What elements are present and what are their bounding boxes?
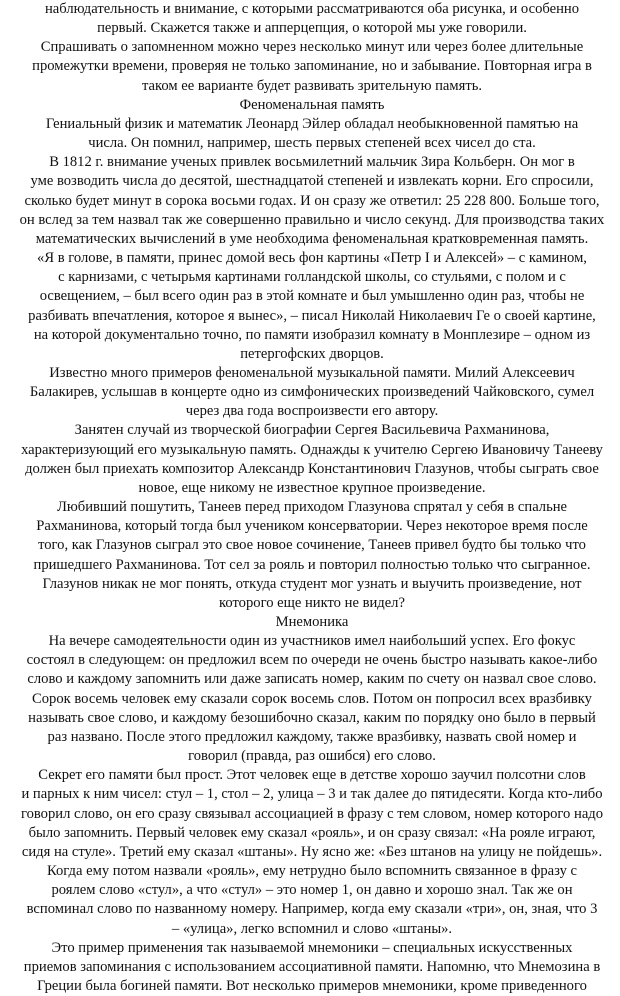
text-line: В 1812 г. внимание ученых привлек восьмилетний мальчик Зира Кольберн. Он мог в bbox=[49, 154, 575, 171]
text-line: Это пример применения так называемой мнемоники – специальных искусственных bbox=[51, 939, 573, 956]
text-line: освещением, – был всего один раз в этой комнате и был умышленно один раз, чтобы не bbox=[39, 288, 585, 305]
text-line: роялем слово «стул», а что «стул» – это номер 1, он давно и хорошо знал. Так же он bbox=[51, 882, 573, 899]
text-line: характеризующий его музыкальную память. Однажды к учителю Сергею Ивановичу Танееву bbox=[21, 441, 603, 458]
text-line: Секрет его памяти был прост. Этот человек еще в детстве хорошо заучил полсотни слов bbox=[38, 767, 586, 784]
text-line: разбивать впечатления, которое я вынес», – писал Николай Николаевич Ге о своей картине, bbox=[28, 307, 596, 324]
text-line: называть свое слово, и каждому безошибочно сказал, каким по порядку оно было в первый bbox=[28, 709, 596, 726]
text-line: раз названо. После этого предложил каждому, также вразбивку, назвать свой номер и bbox=[47, 728, 577, 745]
text-line: говорил (правда, раз ошибся) его слово. bbox=[188, 748, 436, 765]
text-line: которого еще никто не видел? bbox=[219, 594, 405, 611]
text-line: говорил слово, он его сразу связывал ассоциацией в фразу с тем словом, номер которого надо bbox=[20, 805, 604, 822]
text-line: Сорок восемь человек ему сказали сорок восемь слов. Потом он попросил всех вразбивку bbox=[32, 690, 592, 707]
text-line: сидя на стуле». Третий ему сказал «штаны». Ну ясно же: «Без штанов на улицу не пойдешь». bbox=[21, 843, 603, 860]
text-line: промежутки времени, проверяя не только запоминание, но и забывание. Повторная игра в bbox=[32, 58, 592, 75]
text-line: и парных к ним чисел: стул – 1, стол – 2, улица – 3 и так далее до пятидесяти. Когда кто-либо bbox=[21, 786, 603, 803]
text-line: Греции была богиней памяти. Вот несколько примеров мнемоники, кроме приведенного bbox=[37, 977, 587, 994]
text-line: Любивший пошутить, Танеев перед приходом Глазунова спрятал у себя в спальне bbox=[56, 499, 568, 516]
text-line: уме возводить числа до десятой, шестнадцатой степеней и извлекать корни. Его спросили, bbox=[30, 173, 594, 190]
section-heading-phenomenal-memory: Феноменальная память bbox=[239, 96, 385, 113]
text-line: сколько будет минут в сорока восьми годах. И он сразу же ответил: 25 228 800. Больше того, bbox=[24, 192, 600, 209]
text-line: было запомнить. Первый человек ему сказал «рояль», и он сразу связал: «На рояле играют, bbox=[28, 824, 596, 841]
text-line: «Я в голове, в памяти, принес домой весь фон картины «Петр I и Алексей» – с камином, bbox=[37, 250, 587, 267]
text-line: Гениальный физик и математик Леонард Эйлер обладал необыкновенной памятью на bbox=[45, 115, 579, 132]
text-line: состоял в следующем: он предложил всем по очереди не очень быстро называть какое-либо bbox=[26, 652, 598, 669]
text-line: он вслед за тем назвал так же совершенно правильно и число секунд. Для производства таких bbox=[19, 211, 605, 228]
text-line: На вечере самодеятельности один из участников имел наибольший успех. Его фокус bbox=[48, 633, 576, 650]
text-line: Балакирев, услышав в концерте одно из симфонических произведений Чайковского, сумел bbox=[29, 384, 595, 401]
text-line: математических вычислений в уме необходима феноменальная кратковременная память. bbox=[35, 230, 589, 247]
text-line: первый. Скажется также и апперцепция, о которой мы уже говорили. bbox=[97, 20, 527, 37]
text-line: таком ее варианте будет развивать зрительную память. bbox=[141, 77, 483, 94]
text-line: на которой документально точно, по памяти изобразил комнату в Монплезире – одном из bbox=[33, 326, 591, 343]
text-line: Занятен случай из творческой биографии Сергея Васильевича Рахманинова, bbox=[74, 422, 550, 439]
text-line: числа. Он помнил, например, шесть первых степеней всех чисел до ста. bbox=[88, 135, 536, 152]
text-line: Глазунов никак не мог понять, откуда студент мог узнать и выучить произведение, нот bbox=[42, 575, 582, 592]
section-heading-mnemonics: Мнемоника bbox=[275, 614, 349, 630]
text-line: должен был приехать композитор Александр Константинович Глазунов, чтобы сыграть свое bbox=[25, 460, 599, 477]
text-line: вспоминал слово по названному номеру. Например, когда ему сказали «три», он, зная, что 3 bbox=[26, 901, 598, 918]
text-line: через два года воспроизвести его автору. bbox=[185, 403, 439, 420]
text-line: Известно много примеров феноменальной музыкальной памяти. Милий Алексеевич bbox=[49, 364, 575, 381]
text-line: приемов запоминания с использованием ассоциативной памяти. Напомню, что Мнемозина в bbox=[23, 958, 601, 975]
text-line: – «улица», легко вспомнил и слово «штаны». bbox=[171, 920, 453, 937]
text-line: новое, еще никому не известное крупное произведение. bbox=[138, 479, 486, 496]
text-line: с карнизами, с четырьмя картинами голландской школы, со стульями, с полом и с bbox=[58, 269, 566, 286]
text-line: Когда ему потом назвали «рояль», ему нетрудно было вспомнить связанное в фразу с bbox=[47, 863, 577, 880]
text-line: пришедшего Рахманинова. Тот сел за рояль и повторил полностью только что сыгранное. bbox=[33, 556, 591, 573]
text-line: Спрашивать о запомненном можно через несколько минут или через более длительные bbox=[40, 39, 584, 56]
text-line: слово и каждому запомнить или даже записать номер, каким по счету он назвал свое слово. bbox=[27, 671, 597, 688]
text-line: петергофских дворцов. bbox=[240, 345, 384, 362]
text-line: того, как Глазунов сыграл это свое новое сочинение, Танеев привел будто бы только что bbox=[38, 537, 586, 554]
text-line: наблюдательность и внимание, с которыми рассматриваются оба рисунка, и особенно bbox=[45, 1, 579, 17]
text-line: Рахманинова, который тогда был учеником консерватории. Через некоторое время после bbox=[36, 518, 588, 535]
